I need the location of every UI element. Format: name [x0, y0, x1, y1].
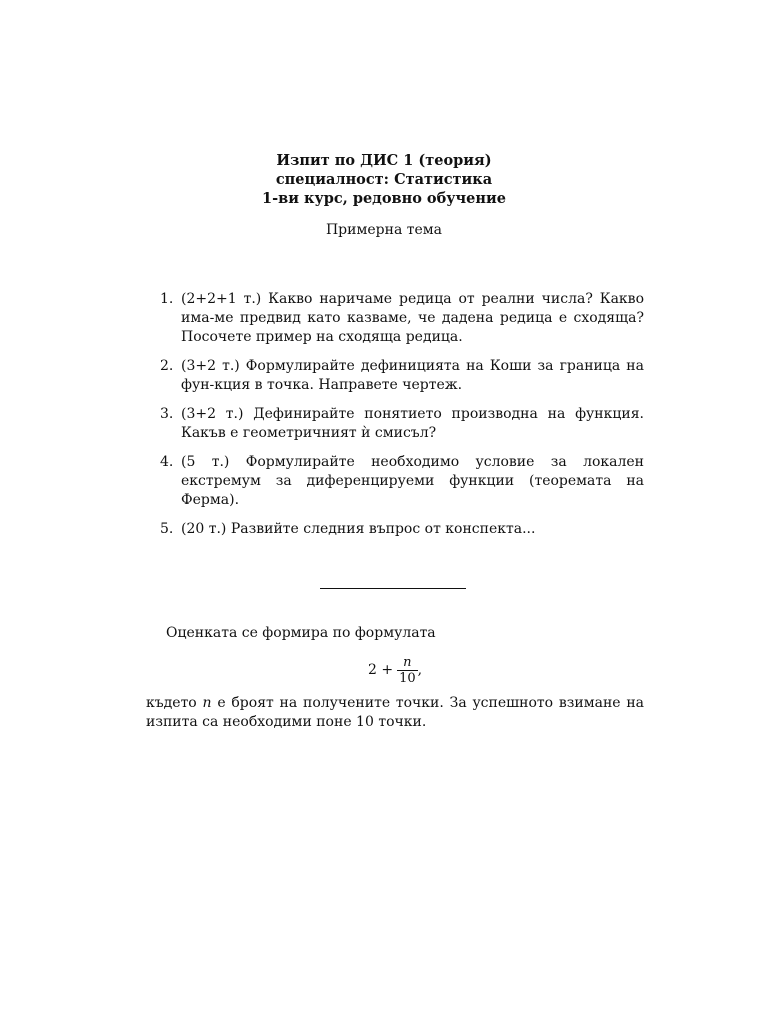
- question-text: (3+2 т.) Формулирайте дефиницията на Коши за граница на фун-кция в точка. Направете чертеж.: [181, 358, 644, 393]
- grading-intro: Оценката се формира по формулата: [166, 625, 436, 641]
- explanation-variable: n: [202, 695, 212, 711]
- question-item: [146, 290, 644, 347]
- fraction-numerator: n: [403, 654, 412, 670]
- question-text: (5 т.) Формулирайте необходимо условие за локален екстремум за диференцируеми функции (теоремата на Ферма).: [181, 454, 644, 508]
- header-course: 1-ви курс, редовно обучение: [262, 190, 506, 207]
- question-number: 3.: [160, 406, 174, 422]
- header-specialty: специалност: Статистика: [275, 171, 493, 188]
- fraction-denominator: 10: [399, 670, 416, 686]
- formula-fraction: [397, 655, 418, 686]
- grading-explanation: [146, 694, 644, 732]
- question-number: 2.: [160, 358, 174, 374]
- question-list: [146, 290, 644, 549]
- question-number: 5.: [160, 521, 174, 537]
- question-text: (20 т.) Развийте следния въпрос от конспекта...: [181, 521, 536, 537]
- question-item: [146, 405, 644, 443]
- formula-prefix: 2 +: [368, 661, 394, 678]
- question-number: 4.: [160, 454, 174, 470]
- question-text: (3+2 т.) Дефинирайте понятието производна на функция. Какъв е геометричният ѝ смисъл?: [181, 406, 644, 441]
- question-number: 1.: [160, 291, 174, 307]
- question-item: [146, 357, 644, 395]
- explanation-part1: където: [146, 695, 203, 711]
- question-text: (2+2+1 т.) Какво наричаме редица от реални числа? Какво има-ме предвид като казваме, че дадена редица е сходяща? Посочете пример на сходяща редица.: [181, 291, 644, 345]
- question-item: [146, 453, 644, 510]
- header-title: Изпит по ДИС 1 (теория): [276, 152, 492, 169]
- separator-rule: [320, 588, 466, 589]
- question-item: [146, 520, 644, 539]
- exam-header: [0, 151, 768, 208]
- formula-suffix: ,: [417, 661, 423, 678]
- grading-formula: [368, 652, 422, 688]
- explanation-part2: е броят на получените точки. За успешното взимане на изпита са необходими поне 10 точки.: [146, 695, 645, 730]
- exam-subtitle: Примерна тема: [325, 222, 443, 238]
